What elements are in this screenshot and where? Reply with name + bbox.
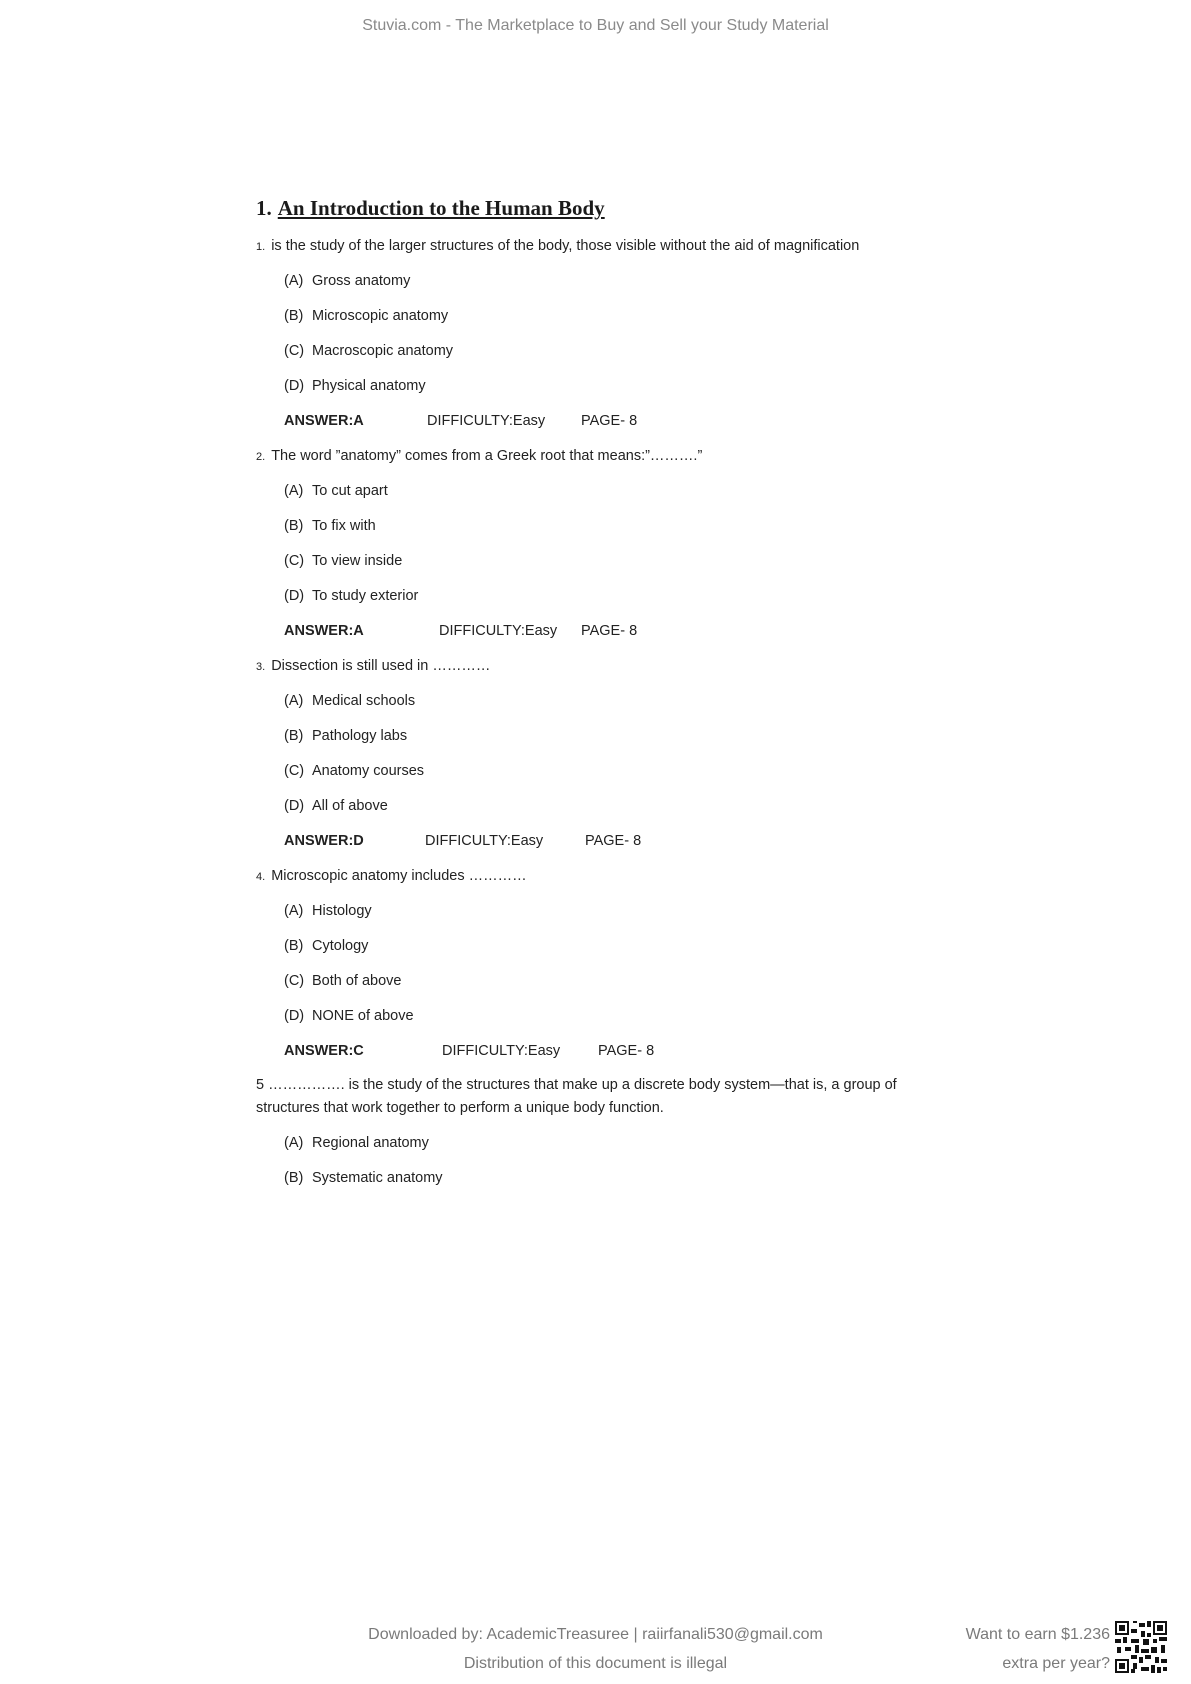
question-2: [256, 448, 702, 464]
option-item: (B) Pathology labs: [284, 728, 408, 744]
answer-key: ANSWER:A: [284, 623, 364, 639]
option-item: (C) Both of above: [284, 973, 402, 989]
question-number: 5: [256, 1077, 265, 1093]
option-item: (D) To study exterior: [284, 588, 419, 604]
page-ref: PAGE- 8: [581, 413, 638, 429]
chapter-title: [256, 196, 605, 221]
option-item: (B) Microscopic anatomy: [284, 308, 449, 324]
option-item: (D) Physical anatomy: [284, 378, 426, 394]
downloaded-by: Downloaded by: AcademicTreasuree | raiirfanali530@gmail.com: [368, 1626, 823, 1643]
option-item: (A) Regional anatomy: [284, 1135, 429, 1151]
page-ref: PAGE- 8: [585, 833, 642, 849]
page-ref: PAGE- 8: [598, 1043, 655, 1059]
difficulty: DIFFICULTY:Easy: [427, 413, 546, 429]
question-text: Dissection is still used in …………: [271, 658, 491, 674]
earn-promo-line2[interactable]: extra per year?: [1002, 1655, 1110, 1672]
answer-key: ANSWER:D: [284, 833, 364, 849]
stuvia-watermark: Stuvia.com - The Marketplace to Buy and Sell your Study Material: [362, 17, 829, 34]
option-item: (D) NONE of above: [284, 1008, 414, 1024]
page-ref: PAGE- 8: [581, 623, 638, 639]
question-number: 2.: [256, 451, 266, 463]
difficulty: DIFFICULTY:Easy: [439, 623, 558, 639]
option-item: (B) Cytology: [284, 938, 369, 954]
question-text: ……………. is the study of the structures that make up a discrete body system—that is, a group of: [268, 1077, 897, 1093]
option-item: (A) Gross anatomy: [284, 273, 411, 289]
distribution-notice: Distribution of this document is illegal: [463, 1655, 728, 1672]
option-item: (B) To fix with: [284, 518, 376, 534]
option-item: (D) All of above: [284, 798, 388, 814]
answer-key: ANSWER:A: [284, 413, 364, 429]
question-1: [256, 238, 859, 254]
option-item: (A) Medical schools: [284, 693, 416, 709]
option-item: (B) Systematic anatomy: [284, 1170, 443, 1186]
question-4: [256, 868, 527, 884]
question-text: The word ”anatomy” comes from a Greek root that means:”……….”: [271, 448, 703, 464]
question-number: 1.: [256, 241, 266, 253]
earn-promo-line1[interactable]: Want to earn $1.236: [965, 1626, 1110, 1643]
question-3: [256, 658, 490, 674]
option-item: (C) To view inside: [284, 553, 403, 569]
question-number: 4.: [256, 871, 266, 883]
question-number: 3.: [256, 661, 266, 673]
chapter-number: 1.: [256, 196, 272, 220]
option-item: (A) To cut apart: [284, 483, 388, 499]
chapter-title-text: An Introduction to the Human Body: [277, 196, 605, 220]
question-5-continued: structures that work together to perform a unique body function.: [256, 1100, 664, 1116]
answer-key: ANSWER:C: [284, 1043, 364, 1059]
option-item: (C) Anatomy courses: [284, 763, 425, 779]
option-item: (C) Macroscopic anatomy: [284, 343, 454, 359]
difficulty: DIFFICULTY:Easy: [425, 833, 544, 849]
question-5: [256, 1077, 897, 1093]
difficulty: DIFFICULTY:Easy: [442, 1043, 561, 1059]
qr-code-icon[interactable]: [1115, 1621, 1167, 1673]
question-text: is the study of the larger structures of the body, those visible without the aid of magnification: [271, 238, 860, 254]
question-text: Microscopic anatomy includes …………: [271, 868, 527, 884]
option-item: (A) Histology: [284, 903, 372, 919]
